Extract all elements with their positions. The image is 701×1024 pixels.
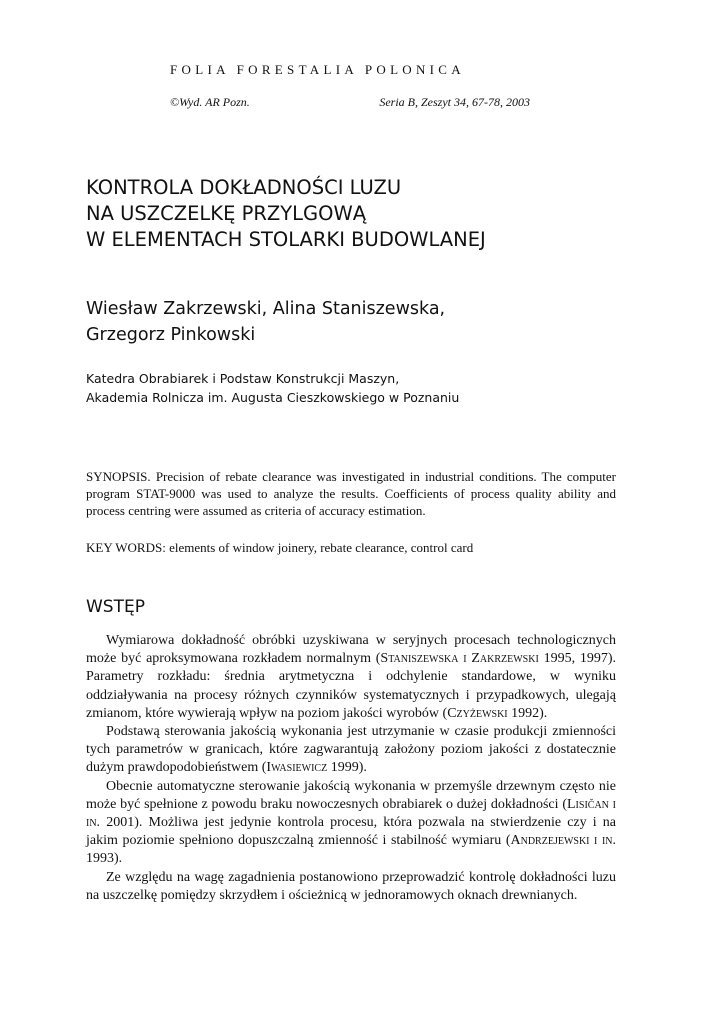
title-line: NA USZCZELKĘ PRZYLGOWĄ <box>86 202 367 225</box>
authors-line: Grzegorz Pinkowski <box>86 325 256 345</box>
citation: Iwasiewicz <box>266 760 328 776</box>
paragraph-text: 1995, 1997). Parametry rozkładu: średnia arytmetyczna i odchylenie standardowe, w wyniku oddziaływania na procesy różnych czynników systematycznych i przypadkowych, ulegają zmianom, które wywierają wpływ na poziom jakości wyrobów ( <box>86 651 616 721</box>
keywords-label: KEY WORDS: <box>86 540 166 555</box>
paragraph-text: Ze względu na wagę zagadnienia postanowiono przeprowadzić kontrolę dokładności luzu na uszczelkę pomiędzy skrzydłem i ościeżnicą w jednoramowych oknach drewnianych. <box>86 869 616 903</box>
journal-name: FOLIA FORESTALIA POLONICA <box>170 62 465 77</box>
citation: Andrzejewski i in. <box>510 833 616 849</box>
synopsis-text: Precision of rebate clearance was investigated in industrial conditions. The computer program STAT-9000 was used to analyze the results. Coefficients of process quality ability and process centring were assumed as criteria of accuracy estimation. <box>86 469 617 518</box>
paragraph-text: 2001). Możliwa jest jedynie kontrola procesu, która pozwala na stwierdzenie czy i na jakim poziomie spełniono dopuszczalną zmienność i stabilność wymiaru ( <box>86 815 616 849</box>
affiliation-line: Katedra Obrabiarek i Podstaw Konstrukcji Maszyn, <box>86 371 400 386</box>
paragraph-text: Podstawą sterowania jakością wykonania jest utrzymanie w czasie produkcji zmienności tych parametrów w granicach, które zagwarantują założony poziom jakości z dostatecznie dużym prawdopodobieństwem ( <box>86 724 616 776</box>
publication-info <box>170 95 530 110</box>
title-line: KONTROLA DOKŁADNOŚCI LUZU <box>86 176 402 199</box>
authors-line: Wiesław Zakrzewski, Alina Staniszewska, <box>86 299 446 319</box>
authors <box>86 296 626 348</box>
citation: Czyżewski <box>447 705 508 721</box>
series-info: Seria B, Zeszyt 34, 67-78, 2003 <box>379 95 530 109</box>
paragraph-text: 1999). <box>327 760 367 776</box>
paragraph <box>86 723 616 778</box>
paragraph-text: Obecnie automatyczne sterowanie jakością wykonania w przemyśle drzewnym często nie może być spełnione z powodu braku nowoczesnych obrabiarek o dużej dokładności ( <box>86 778 616 812</box>
section-heading: WSTĘP <box>86 597 145 617</box>
affiliation-line: Akademia Rolnicza im. Augusta Cieszkowskiego w Poznaniu <box>86 390 460 405</box>
paragraph-text: 1992). <box>507 705 548 721</box>
citation: Lisičan i in. <box>86 796 617 831</box>
copyright: ©Wyd. AR Pozn. <box>170 95 250 109</box>
keywords-text: elements of window joinery, rebate clearance, control card <box>169 540 474 555</box>
affiliation <box>86 369 626 407</box>
synopsis-label: SYNOPSIS. <box>86 469 151 484</box>
body-text <box>86 632 616 905</box>
citation: Staniszewska i Zakrzewski <box>380 651 539 667</box>
title-line: W ELEMENTACH STOLARKI BUDOWLANEJ <box>86 228 486 251</box>
paragraph-text: Wymiarowa dokładność obróbki uzyskiwana w seryjnych procesach technologicznych może być aproksymowana rozkładem normalnym ( <box>86 633 616 667</box>
paragraph <box>86 778 616 869</box>
keywords <box>86 539 616 556</box>
synopsis <box>86 468 616 519</box>
article-title <box>86 175 626 253</box>
paragraph <box>86 632 616 723</box>
paragraph <box>86 869 616 905</box>
paragraph-text: 1993). <box>86 851 123 867</box>
